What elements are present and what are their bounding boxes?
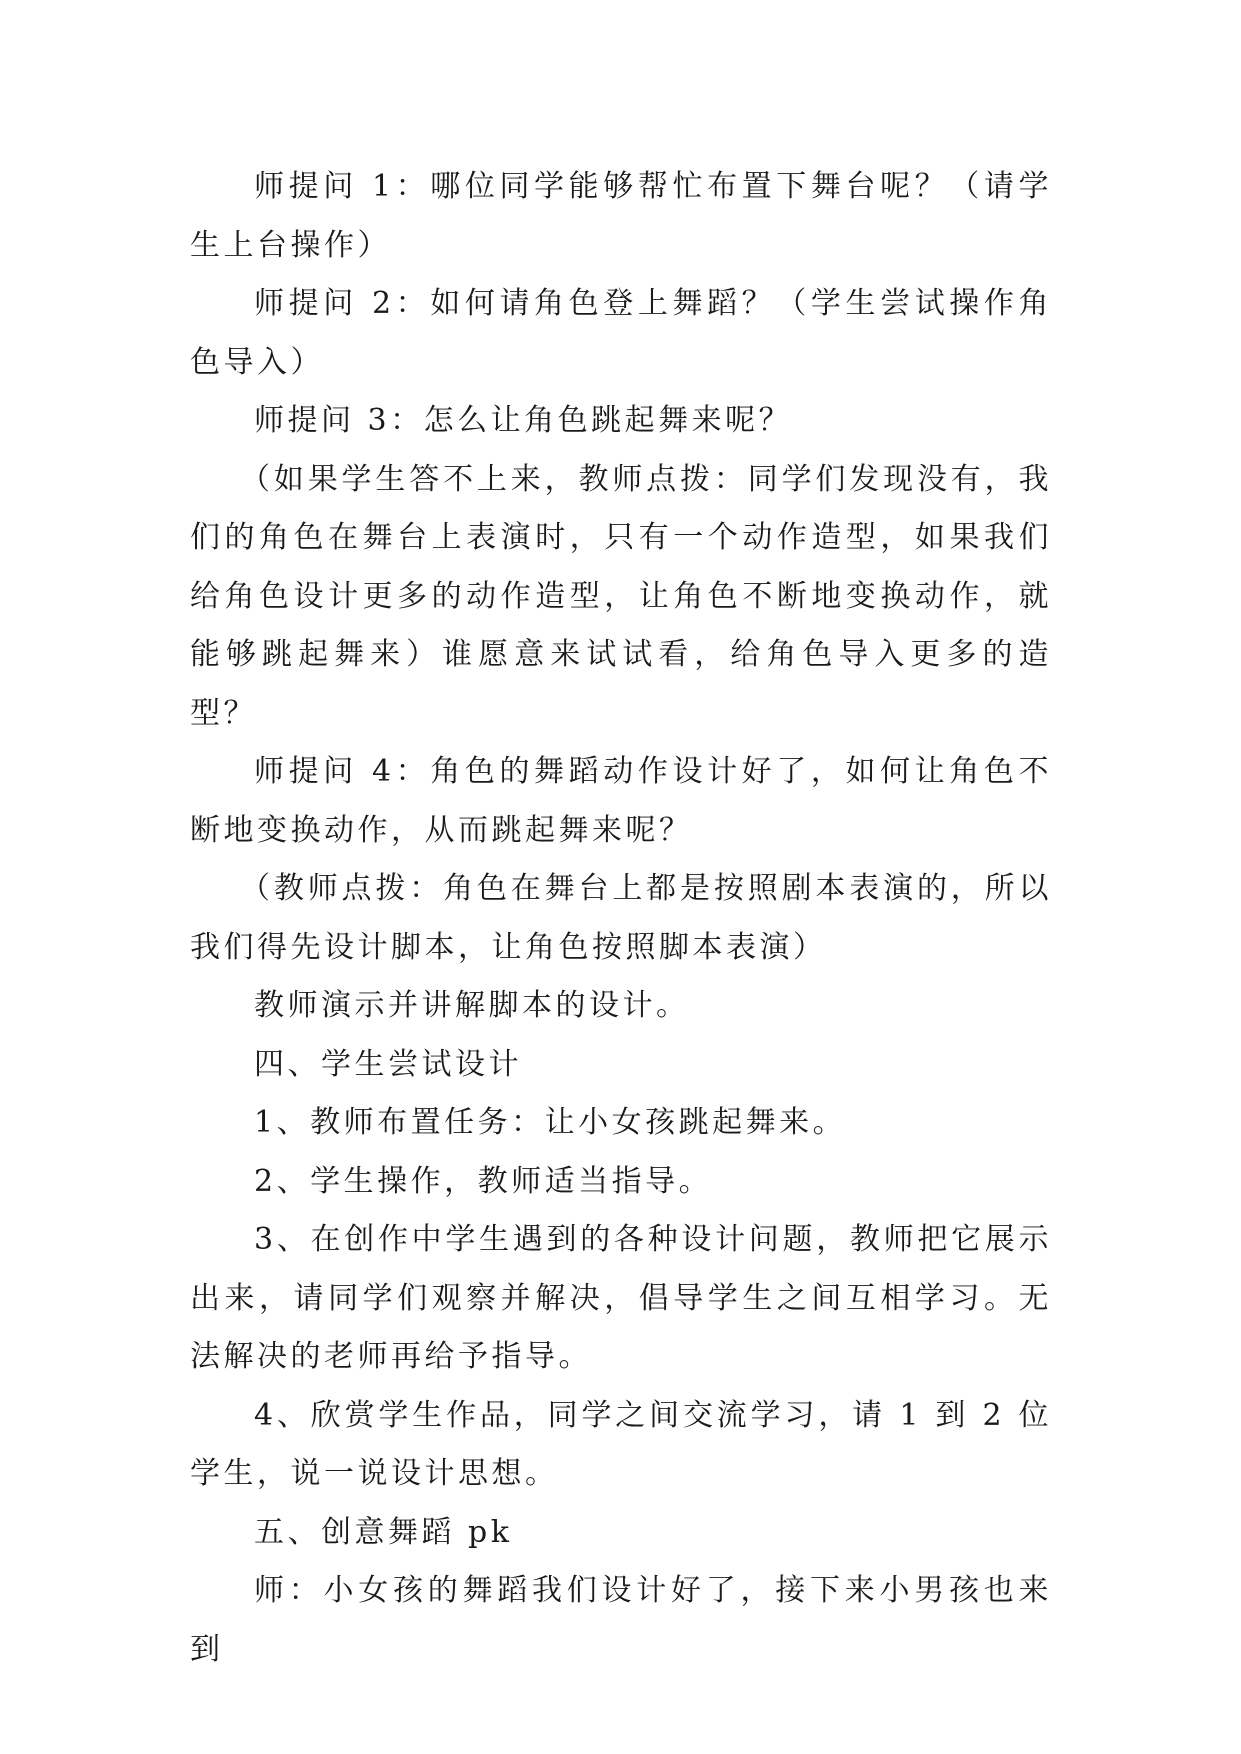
paragraph: （教师点拨：角色在舞台上都是按照剧本表演的，所以我们得先设计脚本，让角色按照脚本表演） <box>190 871 1052 965</box>
paragraph: 师：小女孩的舞蹈我们设计好了，接下来小男孩也来到 <box>190 1573 1052 1667</box>
list-item: 3、在创作中学生遇到的各种设计问题，教师把它展示出来，请同学们观察并解决，倡导学生之间互相学习。无法解决的老师再给予指导。 <box>190 1222 1052 1374</box>
section-heading: 五、创意舞蹈 pk <box>254 1514 513 1550</box>
list-item: 1、教师布置任务：让小女孩跳起舞来。 <box>254 1105 847 1140</box>
paragraph: 师提问 3：怎么让角色跳起舞来呢？ <box>254 403 793 438</box>
section-heading: 四、学生尝试设计 <box>254 1046 522 1082</box>
list-item: 4、欣赏学生作品，同学之间交流学习，请 1 到 2 位学生，说一说设计思想。 <box>190 1397 1052 1491</box>
paragraph: 师提问 2：如何请角色登上舞蹈？（学生尝试操作角色导入） <box>190 286 1052 380</box>
paragraph: 师提问 1：哪位同学能够帮忙布置下舞台呢？（请学生上台操作） <box>190 169 1052 263</box>
document-body <box>190 158 1052 1679</box>
list-item: 2、学生操作，教师适当指导。 <box>254 1163 713 1199</box>
paragraph: 教师演示并讲解脚本的设计。 <box>254 988 690 1023</box>
paragraph: 师提问 4：角色的舞蹈动作设计好了，如何让角色不断地变换动作，从而跳起舞来呢？ <box>190 754 1052 848</box>
paragraph: （如果学生答不上来，教师点拨：同学们发现没有，我们的角色在舞台上表演时，只有一个动作造型，如果我们给角色设计更多的动作造型，让角色不断地变换动作，就能够跳起舞来）谁愿意来试试看，给角色导入更多的造型？ <box>190 461 1052 731</box>
